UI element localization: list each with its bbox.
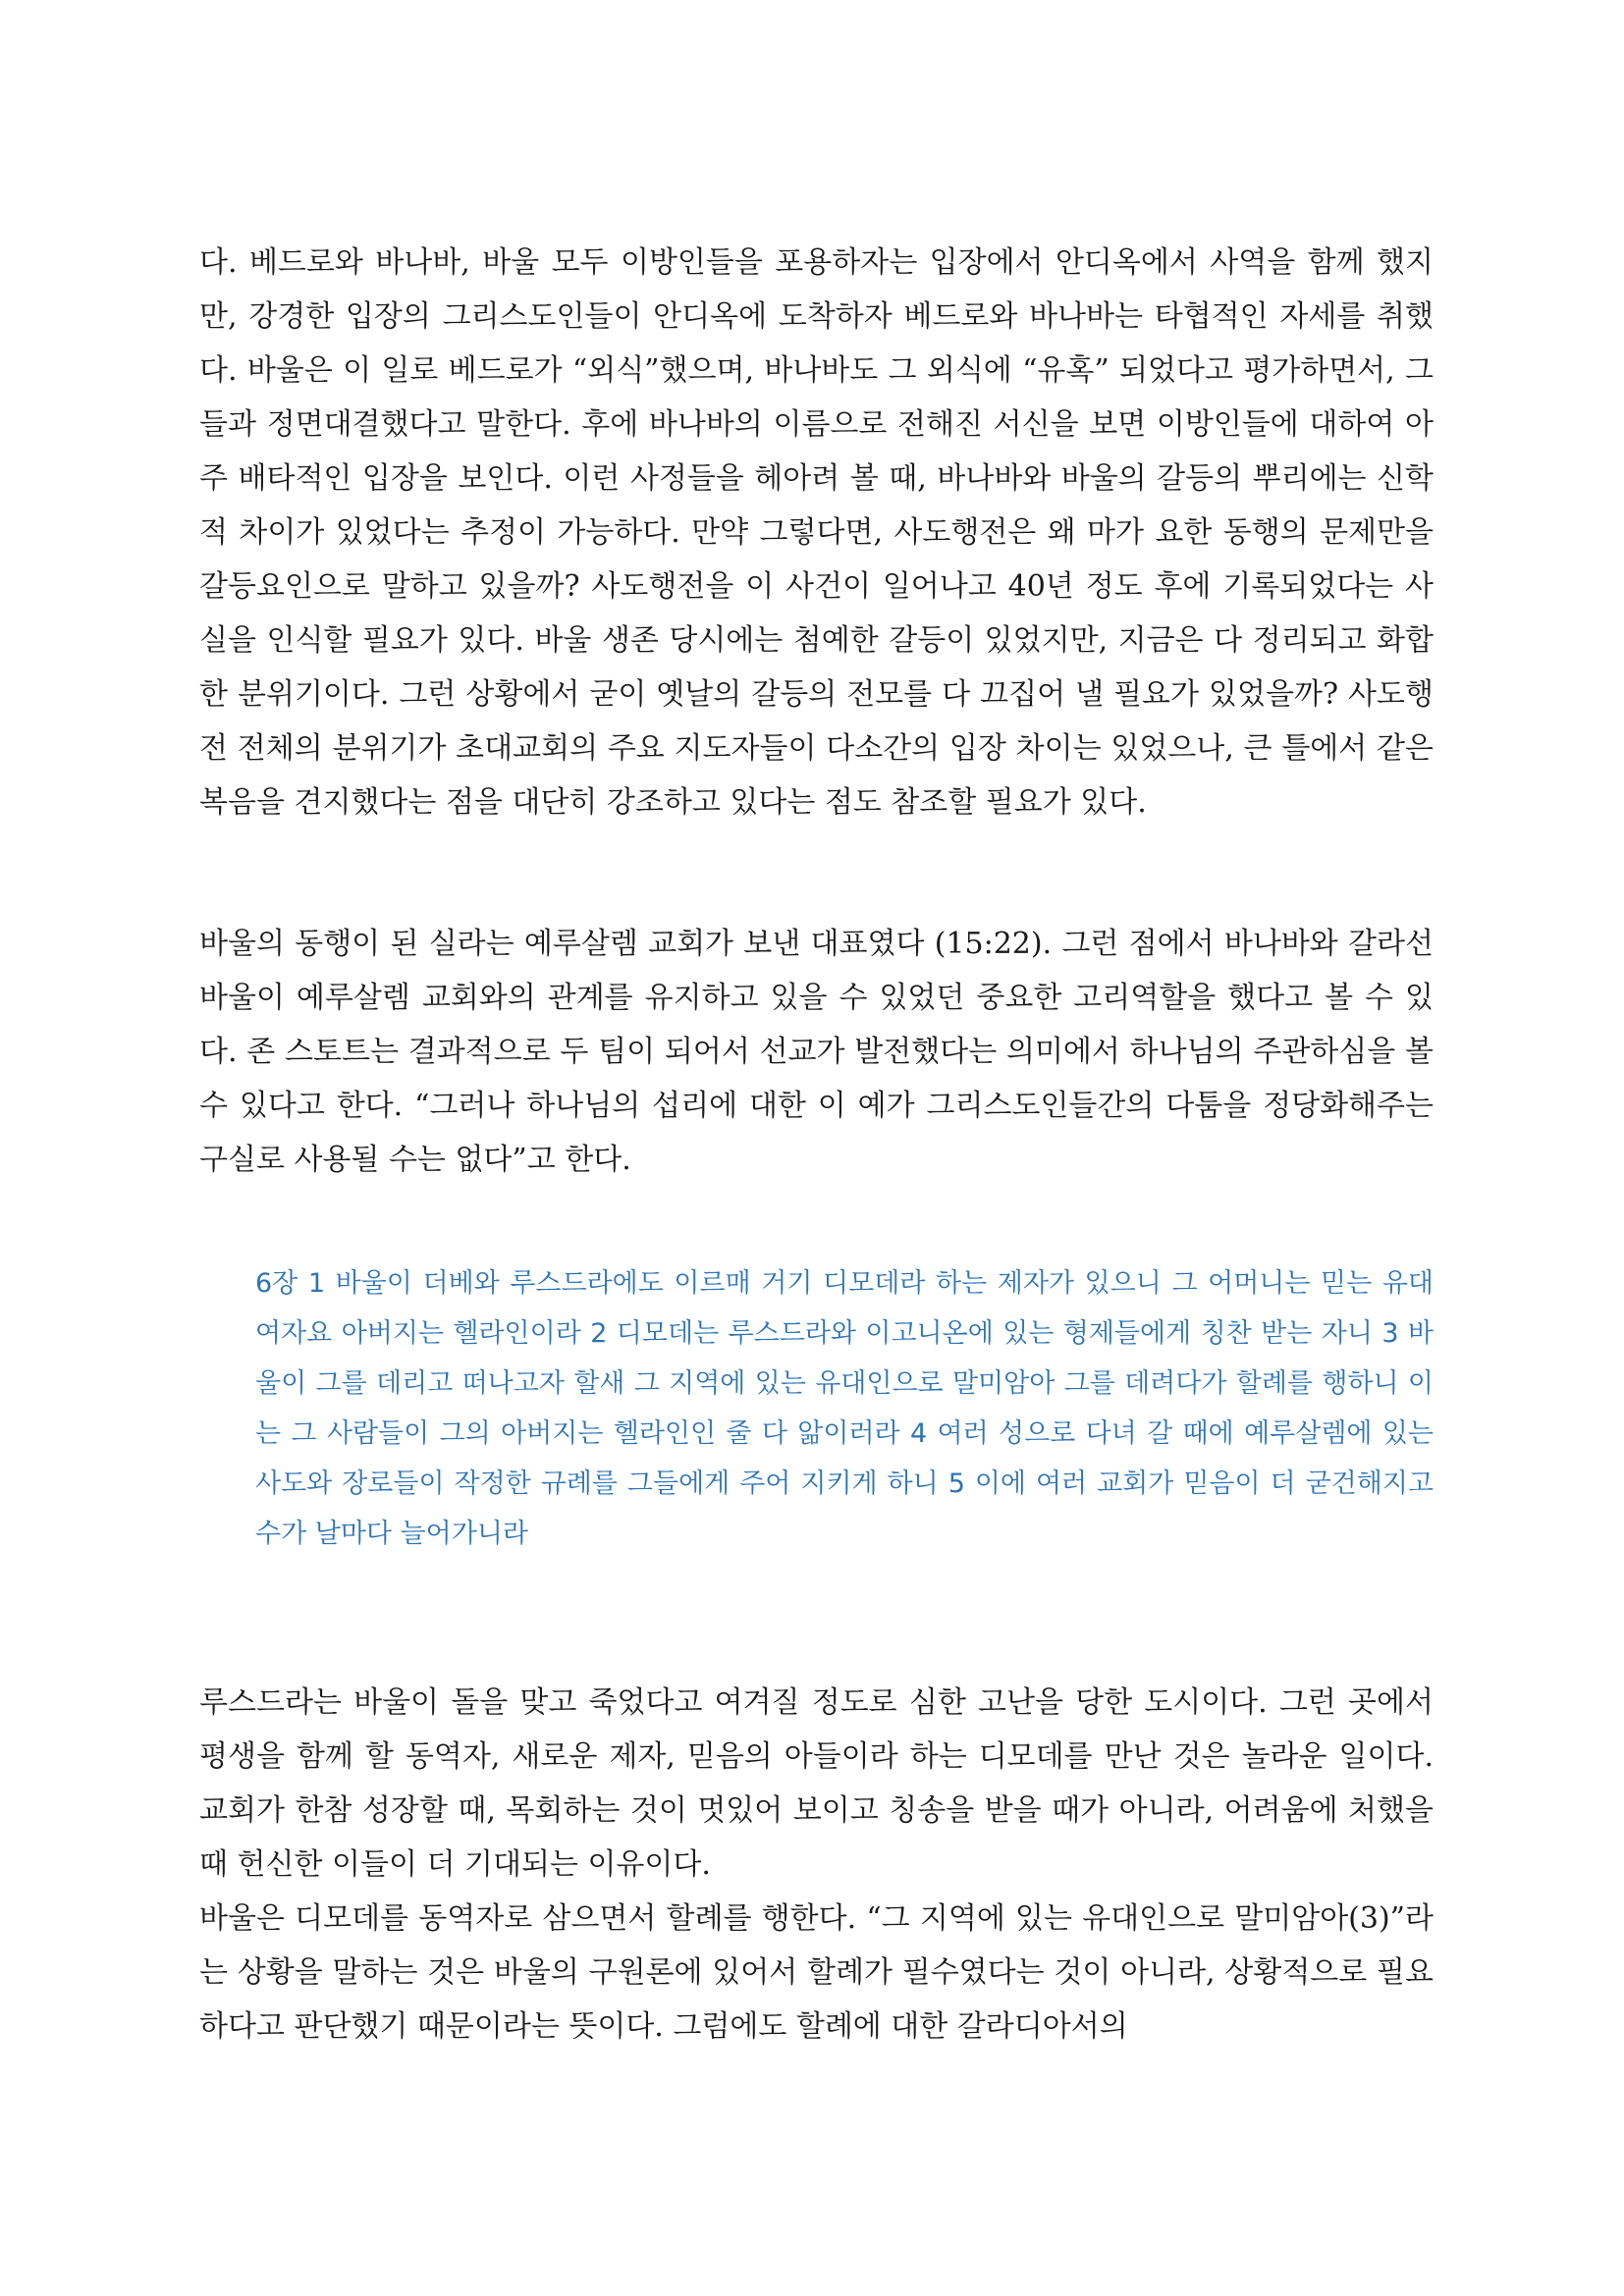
body-paragraph-2: 바울의 동행이 된 실라는 예루살렘 교회가 보낸 대표였다 (15:22). 그런 점에서 바나바와 갈라선 바울이 예루살렘 교회와의 관계를 유지하고 있을 수 있었던 중요한 고리역할을 했다고 볼 수 있다. 존 스토트는 결과적으로 두 팀이 되어서 선교가 발전했다는 의미에서 하나님의 주관하심을 볼 수 있다고 한다. “그러나 하나님의 섭리에 대한 이 예가 그리스도인들간의 다툼을 정당화해주는 구실로 사용될 수는 없다”고 한다. [199,927,1434,1177]
scripture-quote: 6장 1 바울이 더베와 루스드라에도 이르매 거기 디모데라 하는 제자가 있으니 그 어머니는 믿는 유대 여자요 아버지는 헬라인이라 2 디모데는 루스드라와 이고니온에 있는 형제들에게 칭찬 받는 자니 3 바울이 그를 데리고 떠나고자 할새 그 지역에 있는 유대인으로 말미암아 그를 데려다가 할례를 행하니 이는 그 사람들이 그의 아버지는 헬라인인 줄 다 앎이러라 4 여러 성으로 다녀 갈 때에 예루살렘에 있는 사도와 장로들이 작정한 규례를 그들에게 주어 지키게 하니 5 이에 여러 교회가 믿음이 더 굳건해지고 수가 날마다 늘어가니라 [255,1268,1434,1549]
body-paragraph-4: 바울은 디모데를 동역자로 삼으면서 할례를 행한다. “그 지역에 있는 유대인으로 말미암아(3)”라는 상황을 말하는 것은 바울의 구원론에 있어서 할례가 필수였다는 것이 아니라, 상황적으로 필요하다고 판단했기 때문이라는 뜻이다. 그럼에도 할례에 대한 갈라디아서의 [199,1901,1434,2044]
body-paragraph-1: 다. 베드로와 바나바, 바울 모두 이방인들을 포용하자는 입장에서 안디옥에서 사역을 함께 했지만, 강경한 입장의 그리스도인들이 안디옥에 도착하자 베드로와 바나바는 타협적인 자세를 취했다. 바울은 이 일로 베드로가 “외식”했으며, 바나바도 그 외식에 “유혹” 되었다고 평가하면서, 그들과 정면대결했다고 말한다. 후에 바나바의 이름으로 전해진 서신을 보면 이방인들에 대하여 아주 배타적인 입장을 보인다. 이런 사정들을 헤아려 볼 때, 바나바와 바울의 갈등의 뿌리에는 신학적 차이가 있었다는 추정이 가능하다. 만약 그렇다면, 사도행전은 왜 마가 요한 동행의 문제만을 갈등요인으로 말하고 있을까? 사도행전을 이 사건이 일어나고 40년 정도 후에 기록되었다는 사실을 인식할 필요가 있다. 바울 생존 당시에는 첨예한 갈등이 있었지만, 지금은 다 정리되고 화합한 분위기이다. 그런 상황에서 굳이 옛날의 갈등의 전모를 다 끄집어 낼 필요가 있었을까? 사도행전 전체의 분위기가 초대교회의 주요 지도자들이 다소간의 입장 차이는 있었으나, 큰 틀에서 같은 복음을 견지했다는 점을 대단히 강조하고 있다는 점도 참조할 필요가 있다. [199,245,1434,820]
body-paragraph-3: 루스드라는 바울이 돌을 맞고 죽었다고 여겨질 정도로 심한 고난을 당한 도시이다. 그런 곳에서 평생을 함께 할 동역자, 새로운 제자, 믿음의 아들이라 하는 디모데를 만난 것은 놀라운 일이다. 교회가 한참 성장할 때, 목회하는 것이 멋있어 보이고 칭송을 받을 때가 아니라, 어려움에 처했을 때 헌신한 이들이 더 기대되는 이유이다. [199,1685,1434,1882]
